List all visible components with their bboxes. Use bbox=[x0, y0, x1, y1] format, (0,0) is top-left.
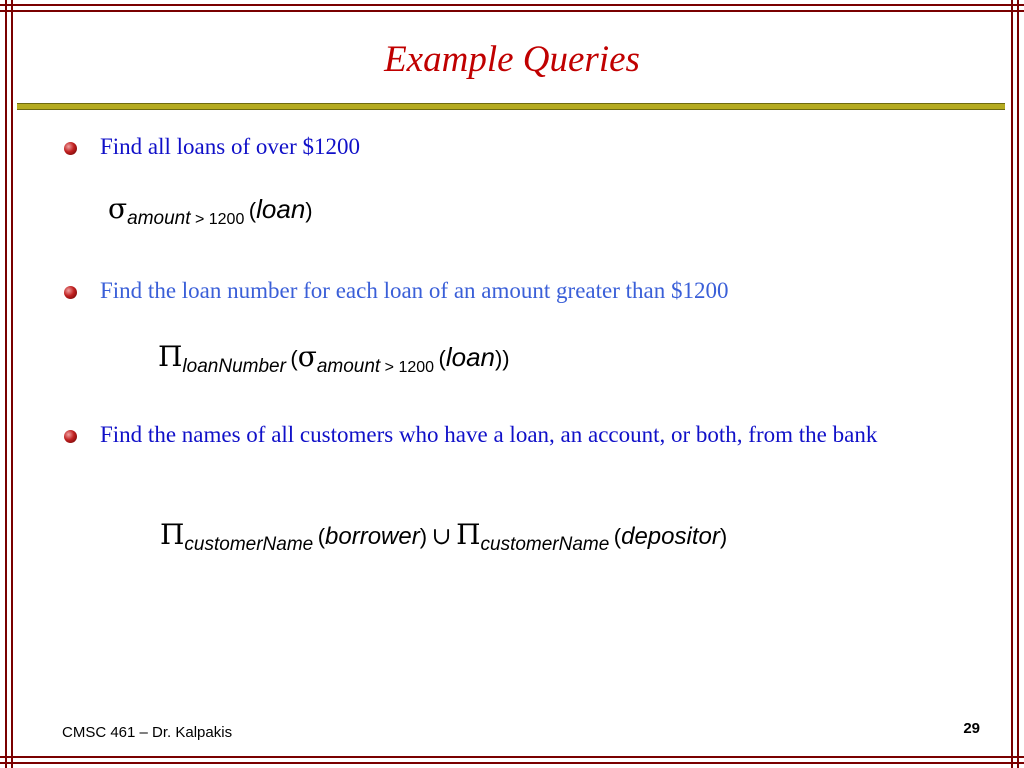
title-underline bbox=[17, 103, 1005, 110]
top-border-line-inner bbox=[0, 10, 1024, 12]
left-border-line bbox=[5, 0, 7, 768]
pi-symbol: Π bbox=[160, 518, 185, 551]
right-paren: )) bbox=[494, 346, 510, 371]
left-paren: ( bbox=[613, 524, 622, 549]
relation-name: borrower bbox=[325, 523, 420, 550]
top-border-line bbox=[0, 4, 1024, 6]
bullet-text-1: Find all loans of over $1200 bbox=[100, 134, 360, 159]
left-paren: ( bbox=[438, 346, 446, 371]
sigma-subscript: amount bbox=[127, 208, 191, 229]
right-paren: ) bbox=[305, 198, 313, 223]
left-paren: ( bbox=[248, 198, 257, 223]
left-paren: ( bbox=[317, 524, 326, 549]
right-border-line-inner bbox=[1011, 0, 1013, 768]
sigma-condition: > 1200 bbox=[384, 359, 435, 376]
pi-subscript: customerName bbox=[480, 534, 610, 555]
bullet-text-3: Find the names of all customers who have a loan, an account, or both, from the bank bbox=[100, 422, 878, 447]
pi-subscript: loanNumber bbox=[182, 356, 286, 377]
right-paren: ) bbox=[719, 524, 728, 549]
formula-1 bbox=[108, 192, 313, 229]
page-number: 29 bbox=[963, 720, 980, 737]
sigma-subscript: amount bbox=[316, 356, 381, 377]
footer-course: CMSC 461 – Dr. Kalpakis bbox=[62, 724, 233, 741]
bullet-icon bbox=[64, 286, 77, 299]
bottom-border-line-inner bbox=[0, 756, 1024, 758]
formula-2 bbox=[158, 340, 510, 377]
sigma-symbol: σ bbox=[297, 340, 317, 373]
right-paren: ) bbox=[419, 524, 428, 549]
union-symbol: ∪ bbox=[431, 522, 452, 550]
sigma-condition: > 1200 bbox=[194, 211, 245, 228]
sigma-symbol: σ bbox=[108, 192, 128, 225]
bottom-border-line bbox=[0, 762, 1024, 764]
bullet-icon bbox=[64, 142, 77, 155]
slide-title: Example Queries bbox=[384, 39, 640, 80]
bullet-text-2: Find the loan number for each loan of an amount greater than $1200 bbox=[100, 278, 729, 303]
relation-name: loan bbox=[445, 342, 495, 372]
bullet-icon bbox=[64, 430, 77, 443]
pi-symbol: Π bbox=[456, 518, 481, 551]
pi-symbol: Π bbox=[158, 340, 183, 373]
relation-name: depositor bbox=[621, 523, 720, 550]
formula-3 bbox=[160, 518, 728, 555]
right-border-line bbox=[1017, 0, 1019, 768]
left-border-line-inner bbox=[11, 0, 13, 768]
pi-subscript: customerName bbox=[184, 534, 314, 555]
left-paren: ( bbox=[290, 346, 298, 371]
relation-name: loan bbox=[256, 194, 306, 224]
